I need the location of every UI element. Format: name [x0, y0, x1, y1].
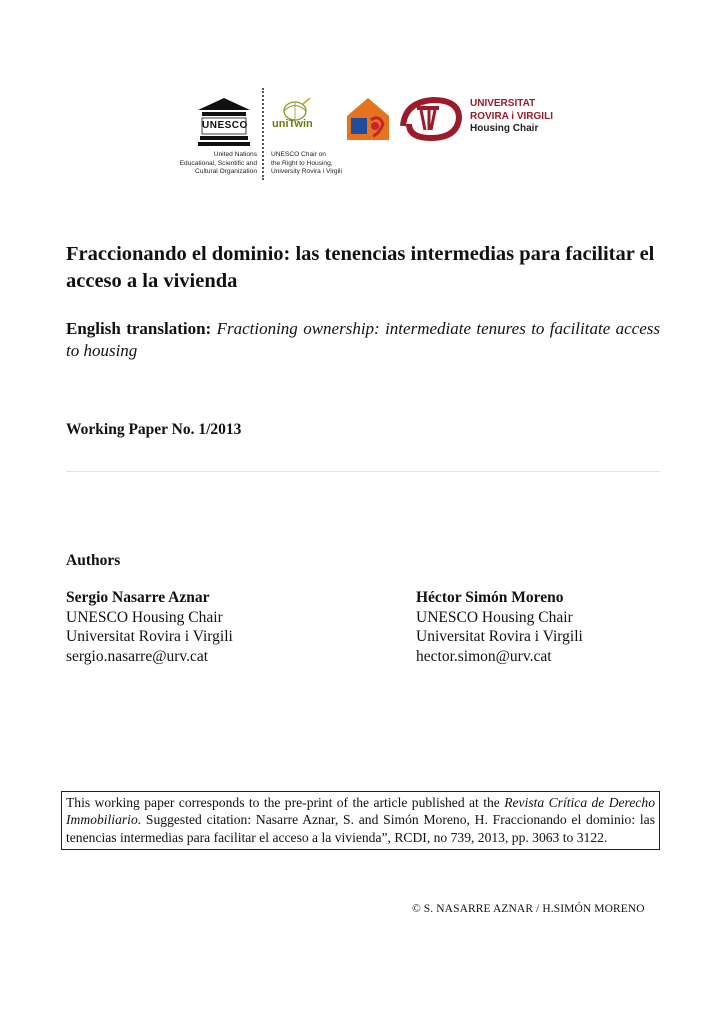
logo-divider	[262, 88, 264, 180]
copyright-notice: © S. NASARRE AZNAR / H.SIMÓN MORENO	[412, 903, 645, 915]
translation-text: Fractioning ownership: intermediate tenures to facilitate access to housing	[66, 319, 660, 360]
urv-logo	[399, 96, 463, 142]
author-university: Universitat Rovira i Virgili	[416, 628, 583, 645]
urv-name	[470, 98, 553, 136]
urv-housing-chair: Housing Chair	[470, 123, 539, 134]
chair-line: the Right to Housing,	[271, 159, 333, 167]
unesco-org-line: United Nations	[213, 151, 257, 158]
divider	[66, 471, 660, 472]
housing-chair-house-logo	[345, 96, 391, 142]
unesco-org-name	[150, 151, 257, 177]
unesco-chair-text	[271, 151, 371, 177]
chair-line: UNESCO Chair on	[271, 151, 326, 158]
translation-label: English translation:	[66, 319, 212, 338]
english-translation	[66, 318, 660, 362]
author-chair: UNESCO Housing Chair	[416, 608, 573, 626]
author-name: Sergio Nasarre Aznar	[66, 589, 210, 606]
urv-line: UNIVERSITAT	[470, 98, 536, 109]
author-email[interactable]: sergio.nasarre@urv.cat	[66, 647, 209, 665]
note-text-2: . Suggested citation: Nasarre Aznar, S. and Simón Moreno, H. Fraccionando el dominio: las tenencias intermedias para facilitar el acceso a la vivienda”, RCDI, no 739, 2013, pp. 3063 to 3122.	[66, 812, 655, 845]
author-email[interactable]: hector.simon@urv.cat	[416, 647, 552, 665]
authors-heading: Authors	[66, 552, 121, 569]
unesco-org-line: Educational, Scientific and	[179, 159, 257, 167]
unesco-org-line: Cultural Organization	[195, 168, 257, 176]
citation-note-box	[61, 791, 660, 850]
note-text-1: This working paper corresponds to the pre-print of the article published at the	[66, 795, 505, 810]
unesco-logo	[196, 96, 252, 148]
author-university: Universitat Rovira i Virgili	[66, 628, 233, 645]
working-paper-number: Working Paper No. 1/2013	[66, 421, 242, 438]
journal-name: Revista Crítica de Derecho Immobiliario	[66, 795, 655, 828]
author-name: Héctor Simón Moreno	[416, 589, 564, 606]
unitwin-wordmark: uniTwin	[272, 118, 313, 130]
author-block	[416, 588, 583, 666]
author-block	[66, 588, 233, 666]
urv-line: ROVIRA i VIRGILI	[470, 110, 553, 122]
author-chair: UNESCO Housing Chair	[66, 608, 223, 626]
unesco-wordmark: UNESCO	[202, 120, 248, 131]
paper-title: Fraccionando el dominio: las tenencias intermedias para facilitar el acceso a la vivienda	[66, 243, 655, 292]
unitwin-logo	[270, 96, 322, 136]
chair-line: University Rovira i Virgili	[271, 168, 342, 176]
